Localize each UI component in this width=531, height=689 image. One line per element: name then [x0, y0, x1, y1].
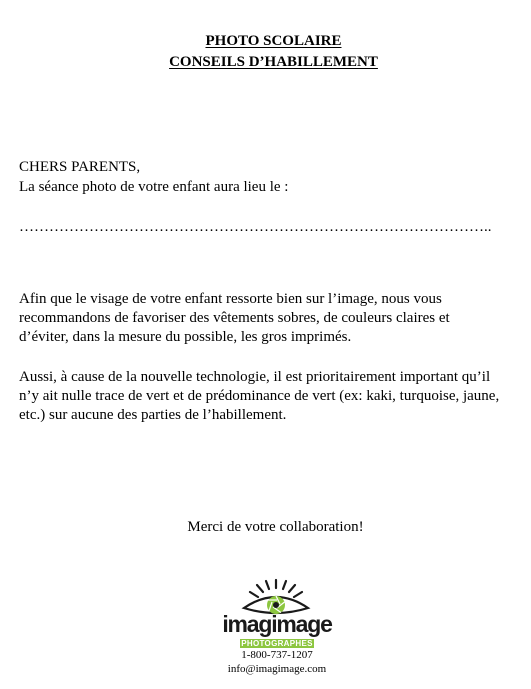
paragraph-clothing-advice: Afin que le visage de votre enfant ressorte bien sur l’image, nous vous recommandons de favoriser des vêtements sobres, de couleurs claires et d’éviter, dans la mesure du possible, les gros imprimés. [19, 291, 450, 345]
greeting: CHERS PARENTS, [19, 159, 141, 175]
brand-name: imagimage [222, 611, 332, 637]
date-fill-in-line: ………………………………………………………………………………….. [19, 219, 492, 235]
thanks-line: Merci de votre collaboration! [187, 519, 364, 535]
brand-subtitle: PHOTOGRAPHES [241, 639, 313, 648]
email-address: info@imagimage.com [227, 663, 327, 675]
paragraph-no-green: Aussi, à cause de la nouvelle technologie, il est prioritairement important qu’il n’y ait nulle trace de vert et de prédominance de vert (ex: kaki, turquoise, jaune, etc.) sur aucune des parties de l’habillement. [19, 369, 500, 423]
session-date-line: La séance photo de votre enfant aura lieu le : [19, 179, 289, 195]
phone-number: 1-800-737-1207 [241, 649, 313, 661]
document-title: PHOTO SCOLAIRE [205, 33, 342, 49]
document-subtitle: CONSEILS D’HABILLEMENT [169, 54, 378, 70]
company-logo [218, 578, 338, 688]
